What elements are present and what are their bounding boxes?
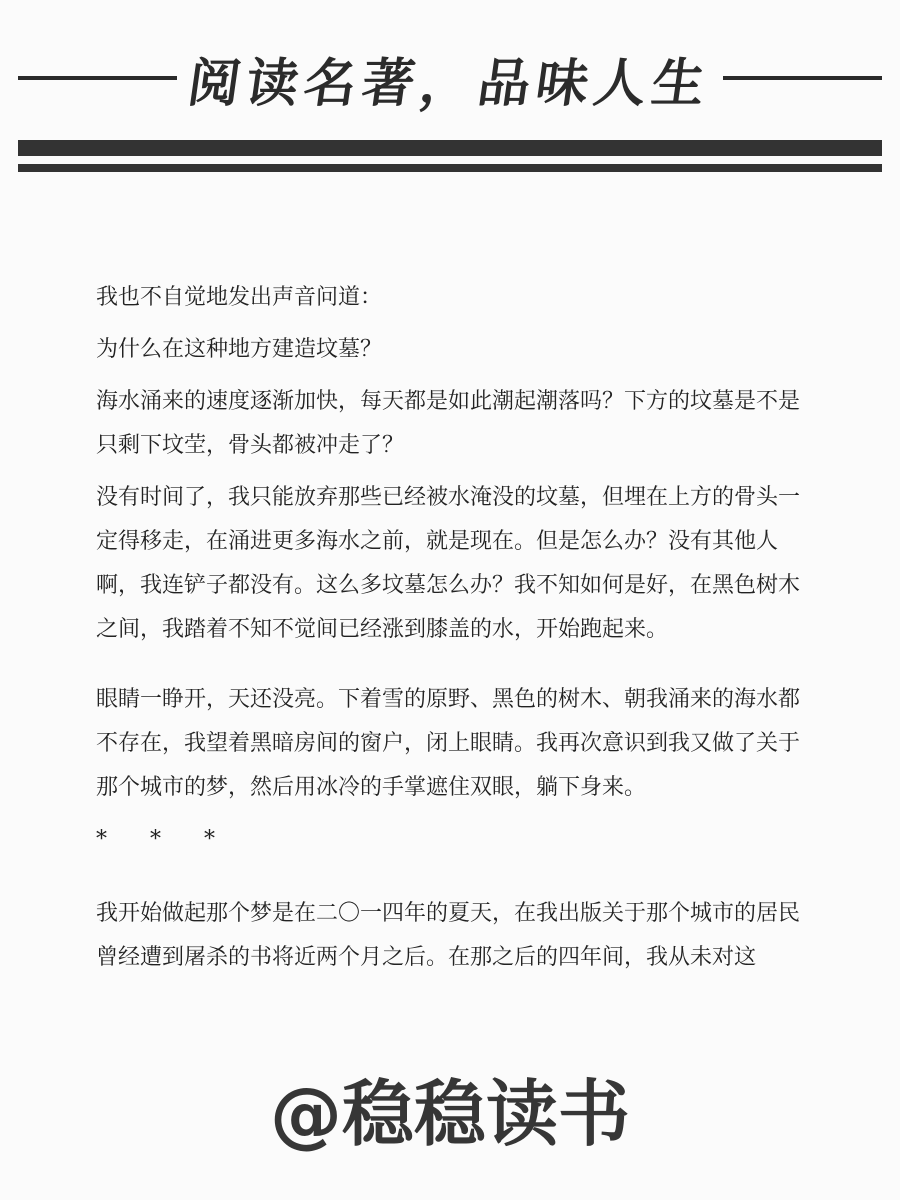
left-dash-line (18, 76, 177, 80)
paragraph: 我开始做起那个梦是在二〇一四年的夏天，在我出版关于那个城市的居民曾经遭到屠杀的书将近两个月之后。在那之后的四年间，我从未对这 (96, 901, 801, 970)
thick-divider (18, 140, 882, 156)
paragraph: 海水涌来的速度逐渐加快，每天都是如此潮起潮落吗？下方的坟墓是不是只剩下坟茔，骨头都被冲走了？ (96, 389, 801, 458)
header-banner (0, 0, 900, 200)
thin-divider (18, 164, 882, 172)
paragraph: 没有时间了，我只能放弃那些已经被水淹没的坟墓，但埋在上方的骨头一定得移走，在涌进更多海水之前，就是现在。但是怎么办？没有其他人啊，我连铲子都没有。这么多坟墓怎么办？我不知如何是好，在黑色树木之间，我踏着不知不觉间已经涨到膝盖的水，开始跑起来。 (96, 485, 801, 642)
author-watermark: @稳稳读书 (269, 1072, 630, 1156)
paragraph: 眼睛一睁开，天还没亮。下着雪的原野、黑色的树木、朝我涌来的海水都不存在，我望着黑暗房间的窗户，闭上眼睛。我再次意识到我又做了关于那个城市的梦，然后用冰冷的手掌遮住双眼，躺下身来。 (96, 687, 801, 800)
paragraph: 为什么在这种地方建造坟墓？ (96, 337, 383, 362)
title-row (18, 40, 882, 116)
paragraph: 我也不自觉地发出声音问道： (96, 285, 383, 310)
page-title: 阅读名著，品味人生 (184, 53, 715, 114)
book-excerpt (96, 276, 816, 988)
right-dash-line (723, 76, 882, 80)
section-break: * * * (96, 827, 233, 852)
